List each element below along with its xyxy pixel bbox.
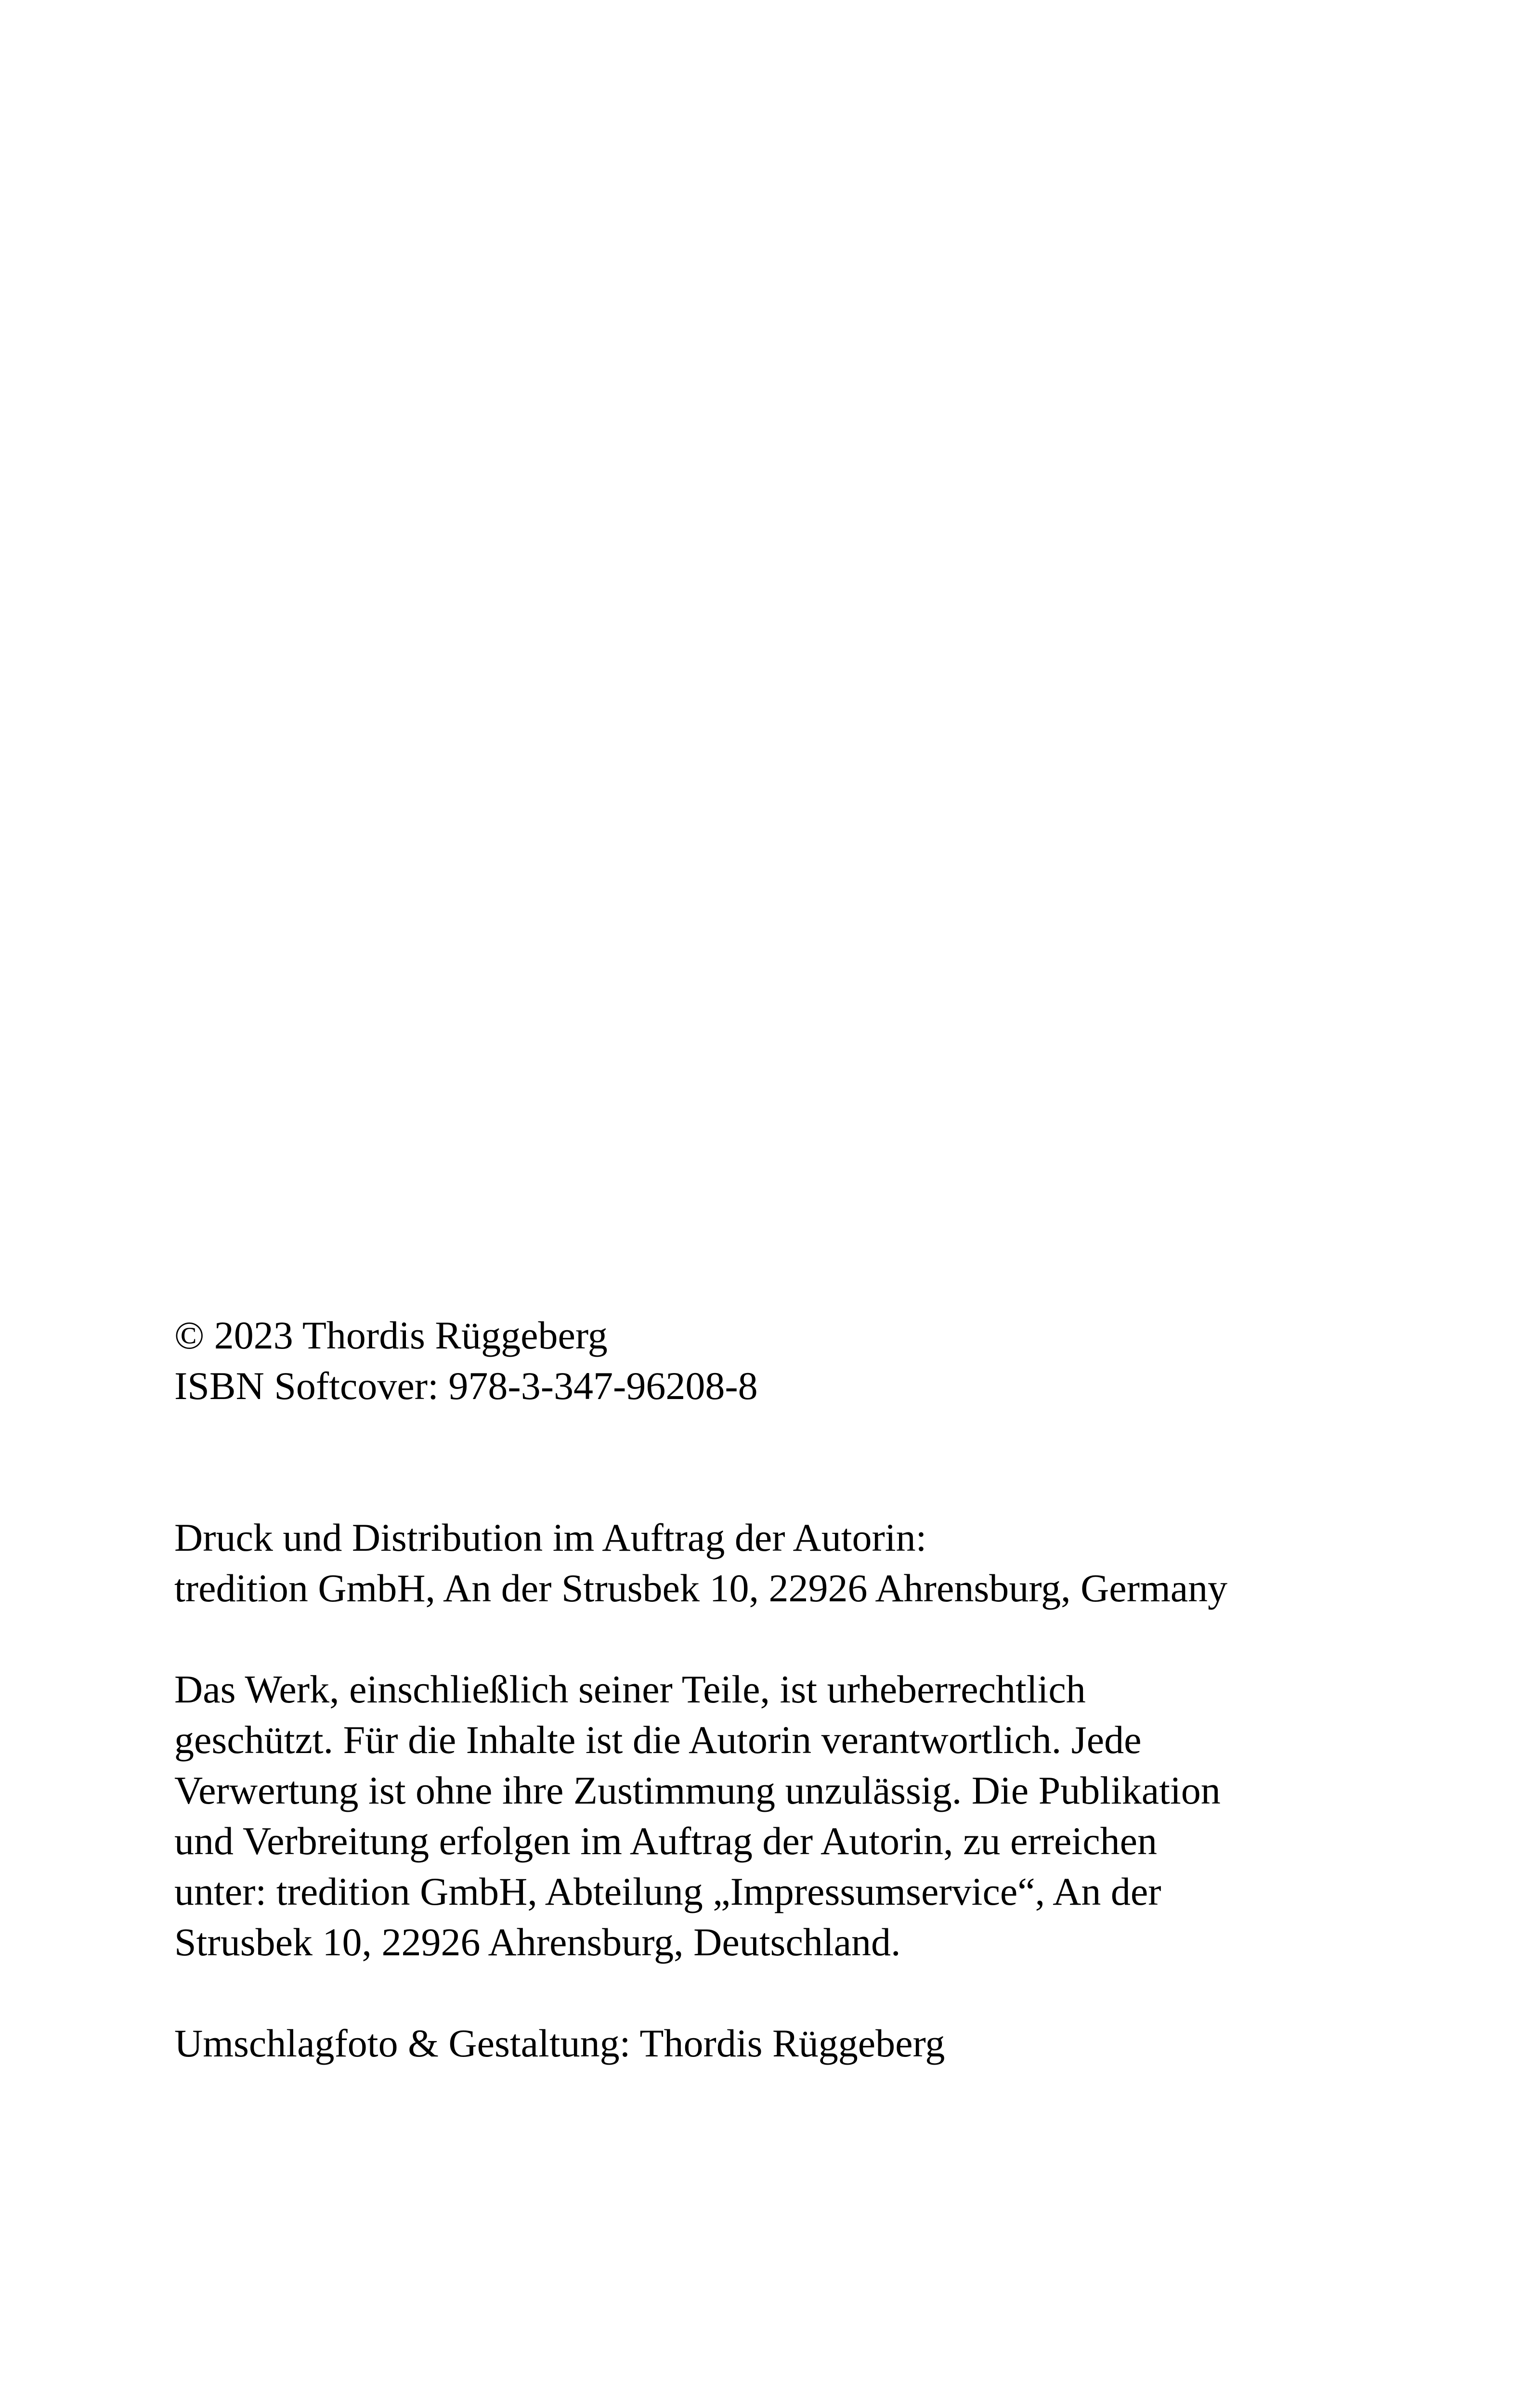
isbn-line: ISBN Softcover: 978-3-347-96208-8 <box>174 1364 758 1408</box>
legal-notice-line: geschützt. Für die Inhalte ist die Autorin verantwortlich. Jede <box>174 1718 1142 1762</box>
legal-notice-line: und Verbreitung erfolgen im Auftrag der Autorin, zu erreichen <box>174 1819 1157 1863</box>
printing-block <box>174 1512 1378 1613</box>
cover-credit-line: Umschlagfoto & Gestaltung: Thordis Rüggeberg <box>174 2021 945 2065</box>
imprint-page <box>174 1310 1378 2068</box>
printing-address-line: tredition GmbH, An der Strusbek 10, 22926 Ahrensburg, Germany <box>174 1566 1228 1610</box>
copyright-block <box>174 1310 1378 1411</box>
legal-notice-line: Das Werk, einschließlich seiner Teile, ist urheberrechtlich <box>174 1667 1086 1711</box>
legal-notice-line: Strusbek 10, 22926 Ahrensburg, Deutschland. <box>174 1920 901 1964</box>
legal-notice-line: unter: tredition GmbH, Abteilung „Impressumservice“, An der <box>174 1870 1161 1913</box>
printing-line: Druck und Distribution im Auftrag der Autorin: <box>174 1516 927 1559</box>
legal-notice-line: Verwertung ist ohne ihre Zustimmung unzulässig. Die Publikation <box>174 1768 1221 1812</box>
legal-notice-block <box>174 1664 1378 1967</box>
copyright-line: © 2023 Thordis Rüggeberg <box>174 1313 608 1357</box>
cover-credit-block <box>174 2018 1378 2068</box>
